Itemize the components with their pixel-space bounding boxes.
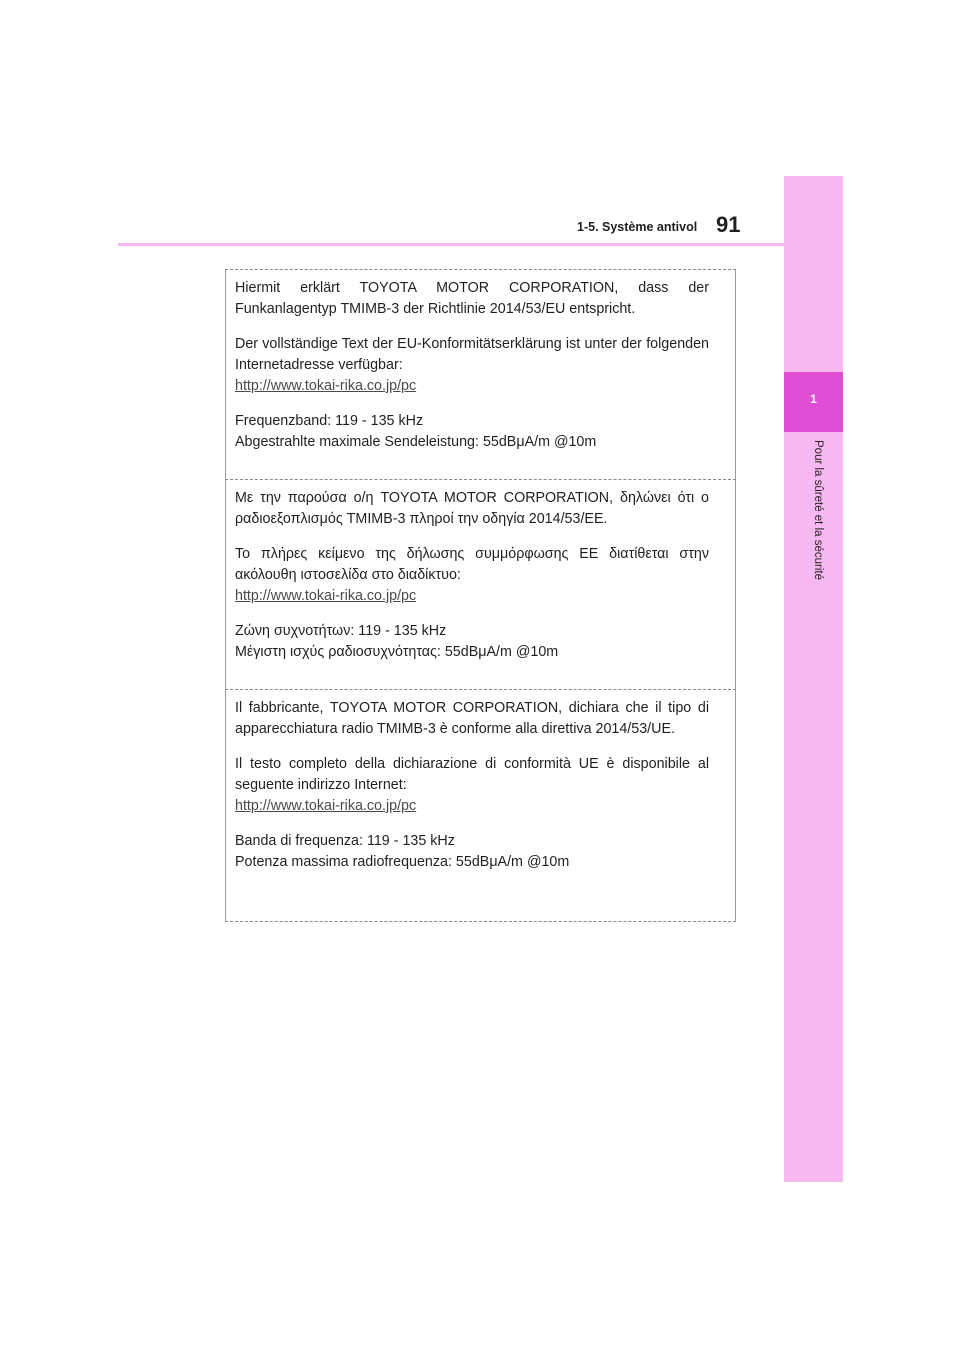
chapter-label: Pour la sûreté et la sécurité — [812, 440, 824, 580]
section-title: 1-5. Système antivol — [577, 220, 698, 234]
full-text-sentence: Το πλήρες κείμενο της δήλωσης συμμόρφωσης ΕΕ διατίθεται στην ακόλουθη ιστοσελίδα στο διαδίκτυο: — [235, 546, 709, 583]
frequency-band: Frequenzband: 119 - 135 kHz — [235, 413, 424, 429]
declaration-italian — [225, 690, 736, 922]
declaration-german — [225, 269, 736, 480]
full-text-sentence: Der vollständige Text der EU-Konformitätserklärung ist unter der folgenden Internetadresse verfügbar: — [235, 336, 709, 373]
specs-paragraph — [235, 411, 709, 453]
frequency-band: Banda di frequenza: 119 - 135 kHz — [235, 833, 455, 849]
chapter-number: 1 — [810, 392, 817, 406]
url-link[interactable]: http://www.tokai-rika.co.jp/pc — [235, 798, 417, 814]
full-text-paragraph — [235, 544, 709, 607]
declaration-greek — [225, 480, 736, 690]
specs-paragraph — [235, 621, 709, 663]
side-tab — [784, 176, 843, 1182]
declaration-paragraph: Il fabbricante, TOYOTA MOTOR CORPORATION, dichiara che il tipo di apparecchiatura radio TMIMB-3 è conforme alla direttiva 2014/53/UE. — [235, 700, 709, 737]
full-text-paragraph — [235, 334, 709, 397]
page-number: 91 — [716, 212, 741, 237]
url-link[interactable]: http://www.tokai-rika.co.jp/pc — [235, 588, 417, 604]
specs-paragraph — [235, 831, 709, 873]
max-power: Potenza massima radiofrequenza: 55dBμA/m @10m — [235, 854, 570, 870]
frequency-band: Ζώνη συχνοτήτων: 119 - 135 kHz — [235, 623, 447, 639]
header-rule — [118, 243, 784, 246]
max-power: Μέγιστη ισχύς ραδιοσυχνότητας: 55dBμA/m @10m — [235, 644, 559, 660]
url-link[interactable]: http://www.tokai-rika.co.jp/pc — [235, 378, 417, 394]
max-power: Abgestrahlte maximale Sendeleistung: 55dBμA/m @10m — [235, 434, 597, 450]
declaration-paragraph: Hiermit erklärt TOYOTA MOTOR CORPORATION, dass der Funkanlagentyp TMIMB-3 der Richtlinie 2014/53/EU entspricht. — [235, 280, 709, 317]
full-text-paragraph — [235, 754, 709, 817]
full-text-sentence: Il testo completo della dichiarazione di conformità UE è disponibile al seguente indirizzo Internet: — [235, 756, 709, 793]
declaration-paragraph: Με την παρούσα ο/η TOYOTA MOTOR CORPORATION, δηλώνει ότι ο ραδιοεξοπλισμός TMIMB-3 πληροί την οδηγία 2014/53/ΕΕ. — [235, 490, 709, 527]
